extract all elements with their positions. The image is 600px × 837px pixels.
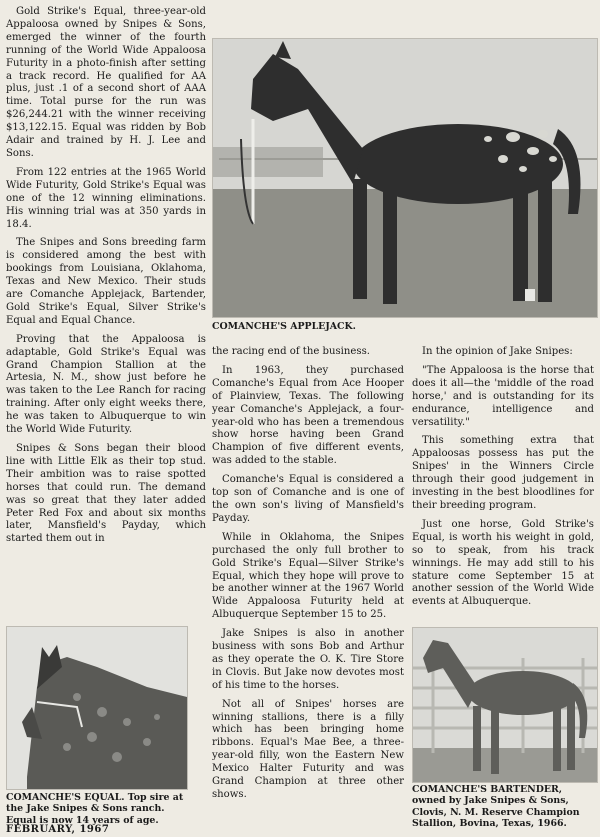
paragraph: Proving that the Appaloosa is adaptable, Gold Strike's Equal was Grand Champion Stallion at the Artesia, N. M., show just before he was taken to the Lee Ranch for racing training. After only eight weeks there, he was taken to Albuquerque to win the World Wide Futurity. bbox=[6, 333, 206, 436]
equal-caption: COMANCHE'S EQUAL. Top sire at the Jake Snipes & Sons ranch. Equal is now 14 years of age. bbox=[6, 792, 184, 826]
paragraph: Jake Snipes is also in another business with sons Bob and Arthur as they operate the O. K. Tire Store in Clovis. But Jake now devotes most of his time to the horses. bbox=[212, 628, 404, 691]
bartender-caption: COMANCHE'S BARTENDER, owned by Jake Snipes & Sons, Clovis, N. M. Reserve Champion Stallion, Bovina, Texas, 1966. bbox=[412, 784, 580, 830]
column-1 bbox=[6, 6, 206, 552]
paragraph: "The Appaloosa is the horse that does it all—the 'middle of the road horse,' and is outstanding for its endurance, intelligence and versatility." bbox=[412, 364, 594, 428]
paragraph: In the opinion of Jake Snipes: bbox=[422, 346, 573, 357]
bartender-photo bbox=[412, 627, 598, 783]
paragraph: This something extra that Appaloosas possess has put the Snipes' in the Winners Circle through their good judgement in investing in the best bloodlines for their breeding program. bbox=[412, 435, 594, 511]
horse-illustration bbox=[213, 39, 597, 317]
issue-date: FEBRUARY, 1967 bbox=[6, 824, 110, 835]
equal-photo bbox=[6, 626, 188, 790]
applejack-photo bbox=[212, 38, 598, 318]
paragraph: From 122 entries at the 1965 World Wide Futurity, Gold Strike's Equal was one of the 12 winning eliminations. His winning trial was at 350 yards in 18.4. bbox=[6, 166, 206, 230]
horse-head-illustration bbox=[7, 627, 187, 789]
paragraph: Comanche's Equal is considered a top son of Comanche and is one of the own son's living of Mansfield's Payday. bbox=[212, 474, 404, 524]
column-2 bbox=[212, 346, 404, 808]
paragraph: Just one horse, Gold Strike's Equal, is worth his weight in gold, so to speak, from his track winnings. He may add still to his stature come September 15 at another session of the World Wide events at Albuquerque. bbox=[412, 518, 594, 608]
paragraph: Not all of Snipes' horses are winning stallions, there is a filly which has been bringing home ribbons. Equal's Mae Bee, a three-year-old filly, won the Eastern New Mexico Halter Futurity and was Grand Champion at three other shows. bbox=[212, 698, 404, 800]
paragraph: the racing end of the business. bbox=[212, 346, 370, 357]
column-3 bbox=[412, 346, 594, 615]
paragraph: Snipes & Sons began their blood line with Little Elk as their top stud. Their ambition was to raise spotted horses that could run. The demand was so great that they later added Peter Red Fox and about six months later, Mansfield's Payday, which started them out in bbox=[6, 443, 206, 545]
horse-illustration bbox=[413, 628, 597, 782]
paragraph: The Snipes and Sons breeding farm is considered among the best with bookings from Louisiana, Oklahoma, Texas and New Mexico. Their studs are Comanche Applejack, Bartender, Gold Strike's Equal, Silver Strike's Equal and Equal Chance. bbox=[6, 237, 206, 326]
paragraph: In 1963, they purchased Comanche's Equal from Ace Hooper of Plainview, Texas. The following year Comanche's Applejack, a four-year-old who has been a tremendous show horse having been Grand Champion of five different events, was added to the stable. bbox=[212, 364, 404, 467]
paragraph: Gold Strike's Equal, three-year-old Appaloosa owned by Snipes & Sons, emerged the winner of the fourth running of the World Wide Appaloosa Futurity in a photo-finish after setting a track record. He qualified for AA plus, just .1 of a second short of AAA time. Total purse for the run was $26,244.21 with the winner receiving $13,122.15. Equal was ridden by Bob Adair and trained by H. J. Lee and Sons. bbox=[6, 6, 206, 159]
paragraph: While in Oklahoma, the Snipes purchased the only full brother to Gold Strike's Equal—Silver Strike's Equal, which they hope will prove to be another winner at the 1967 World Wide Appaloosa Futurity held at Albuquerque September 15 to 25. bbox=[212, 531, 404, 621]
applejack-caption: COMANCHE'S APPLEJACK. bbox=[212, 321, 356, 332]
